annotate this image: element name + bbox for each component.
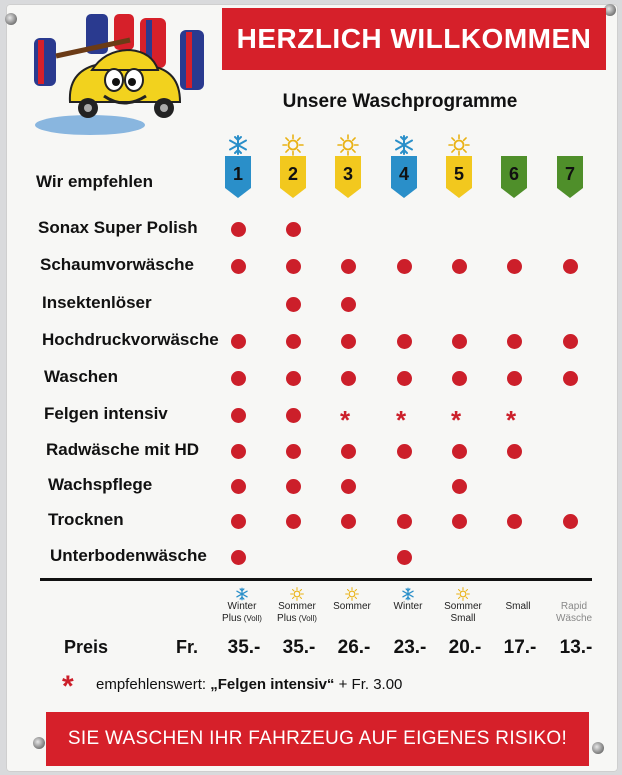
included-dot: [397, 259, 412, 274]
included-dot: [563, 259, 578, 274]
included-dot: [231, 222, 246, 237]
service-label: Schaumvorwäsche: [40, 255, 195, 274]
included-dot: [231, 371, 246, 386]
sun-icon: [456, 587, 470, 601]
included-dot: [286, 222, 301, 237]
program-price: 35.-: [282, 637, 316, 658]
included-dot: [397, 371, 412, 386]
programs-subtitle: Unsere Waschprogramme: [282, 91, 518, 112]
included-dot: [286, 514, 301, 529]
sun-icon: [337, 134, 359, 156]
program-name: Sommer: [333, 601, 371, 612]
included-dot: [286, 334, 301, 349]
included-dot: [341, 334, 356, 349]
snowflake-icon: [235, 587, 249, 601]
risk-warning-banner: SIE WASCHEN IHR FAHRZEUG AUF EIGENES RISIKO!: [46, 712, 589, 766]
service-label: Unterbodenwäsche: [50, 546, 207, 565]
program-name: Small: [505, 601, 531, 612]
included-dot: [563, 371, 578, 386]
included-dot: [452, 334, 467, 349]
program-number: 3: [342, 164, 353, 184]
program-name: Sommer Plus (Voll): [277, 601, 317, 624]
program-name: Rapid Wäsche: [555, 601, 593, 624]
service-label: Wachspflege: [48, 475, 153, 494]
included-dot: [231, 334, 246, 349]
included-dot: [397, 550, 412, 565]
service-label: Hochdruckvorwäsche: [42, 330, 219, 349]
included-dot: [231, 408, 246, 423]
recommend-label: Wir empfehlen: [36, 172, 153, 191]
included-dot: [286, 479, 301, 494]
included-dot: [341, 444, 356, 459]
program-price: 20.-: [448, 637, 482, 658]
included-dot: [507, 334, 522, 349]
screw: [5, 13, 17, 25]
screw: [33, 737, 45, 749]
service-label: Insektenlöser: [42, 293, 152, 312]
included-dot: [507, 259, 522, 274]
program-tag-3: [335, 156, 361, 198]
included-dot: [231, 444, 246, 459]
included-dot: [507, 514, 522, 529]
included-dot: [563, 334, 578, 349]
included-dot: [286, 371, 301, 386]
included-dot: [286, 259, 301, 274]
program-price: 17.-: [503, 637, 537, 658]
program-number: 2: [287, 164, 298, 184]
sun-icon: [345, 587, 359, 601]
included-dot: [452, 514, 467, 529]
snowflake-icon: [401, 587, 415, 601]
currency-label: Fr.: [176, 637, 199, 657]
included-dot: [341, 297, 356, 312]
program-tag-1: [225, 156, 251, 198]
included-dot: [231, 259, 246, 274]
program-number: 4: [398, 164, 409, 184]
program-tag-7: [557, 156, 583, 198]
program-tag-2: [280, 156, 306, 198]
price-label: Preis: [64, 637, 109, 657]
included-dot: [452, 259, 467, 274]
program-name: Winter: [393, 601, 423, 612]
snowflake-icon: [393, 134, 415, 156]
service-label: Radwäsche mit HD: [46, 440, 200, 459]
program-price: 23.-: [393, 637, 427, 658]
program-name: Winter Plus (Voll): [222, 601, 262, 624]
service-label: Sonax Super Polish: [38, 218, 198, 237]
optional-asterisk: *: [396, 405, 407, 435]
included-dot: [231, 550, 246, 565]
program-tag-6: [501, 156, 527, 198]
service-label: Felgen intensiv: [44, 404, 168, 423]
program-number: 5: [453, 164, 464, 184]
included-dot: [286, 297, 301, 312]
optional-asterisk: *: [340, 405, 351, 435]
included-dot: [507, 444, 522, 459]
carwash-logo: [30, 10, 210, 140]
surcharge-note: empfehlenswert: „Felgen intensiv“ + Fr. 3.00: [96, 676, 403, 693]
included-dot: [507, 371, 522, 386]
program-tag-5: [446, 156, 472, 198]
optional-asterisk: *: [451, 405, 462, 435]
snowflake-icon: [227, 134, 249, 156]
program-name: Sommer Small: [444, 601, 482, 624]
included-dot: [397, 444, 412, 459]
program-price: 35.-: [227, 637, 261, 658]
included-dot: [452, 479, 467, 494]
program-tag-4: [391, 156, 417, 198]
included-dot: [341, 371, 356, 386]
included-dot: [563, 514, 578, 529]
program-price: 26.-: [337, 637, 371, 658]
program-number: 1: [232, 164, 243, 184]
included-dot: [341, 259, 356, 274]
included-dot: [341, 479, 356, 494]
included-dot: [397, 514, 412, 529]
sun-icon: [290, 587, 304, 601]
sun-icon: [282, 134, 304, 156]
welcome-banner: HERZLICH WILLKOMMEN: [222, 8, 606, 70]
included-dot: [231, 479, 246, 494]
included-dot: [452, 444, 467, 459]
program-price: 13.-: [559, 637, 593, 658]
service-label: Waschen: [44, 367, 119, 386]
included-dot: [341, 514, 356, 529]
included-dot: [397, 334, 412, 349]
included-dot: [286, 408, 301, 423]
divider-line: [40, 578, 592, 581]
service-label: Trocknen: [48, 510, 124, 529]
included-dot: [286, 444, 301, 459]
optional-asterisk: *: [506, 405, 517, 435]
asterisk-icon: *: [62, 670, 74, 703]
sun-icon: [448, 134, 470, 156]
included-dot: [231, 514, 246, 529]
program-number: 7: [564, 164, 575, 184]
screw: [592, 742, 604, 754]
included-dot: [452, 371, 467, 386]
program-number: 6: [508, 164, 519, 184]
